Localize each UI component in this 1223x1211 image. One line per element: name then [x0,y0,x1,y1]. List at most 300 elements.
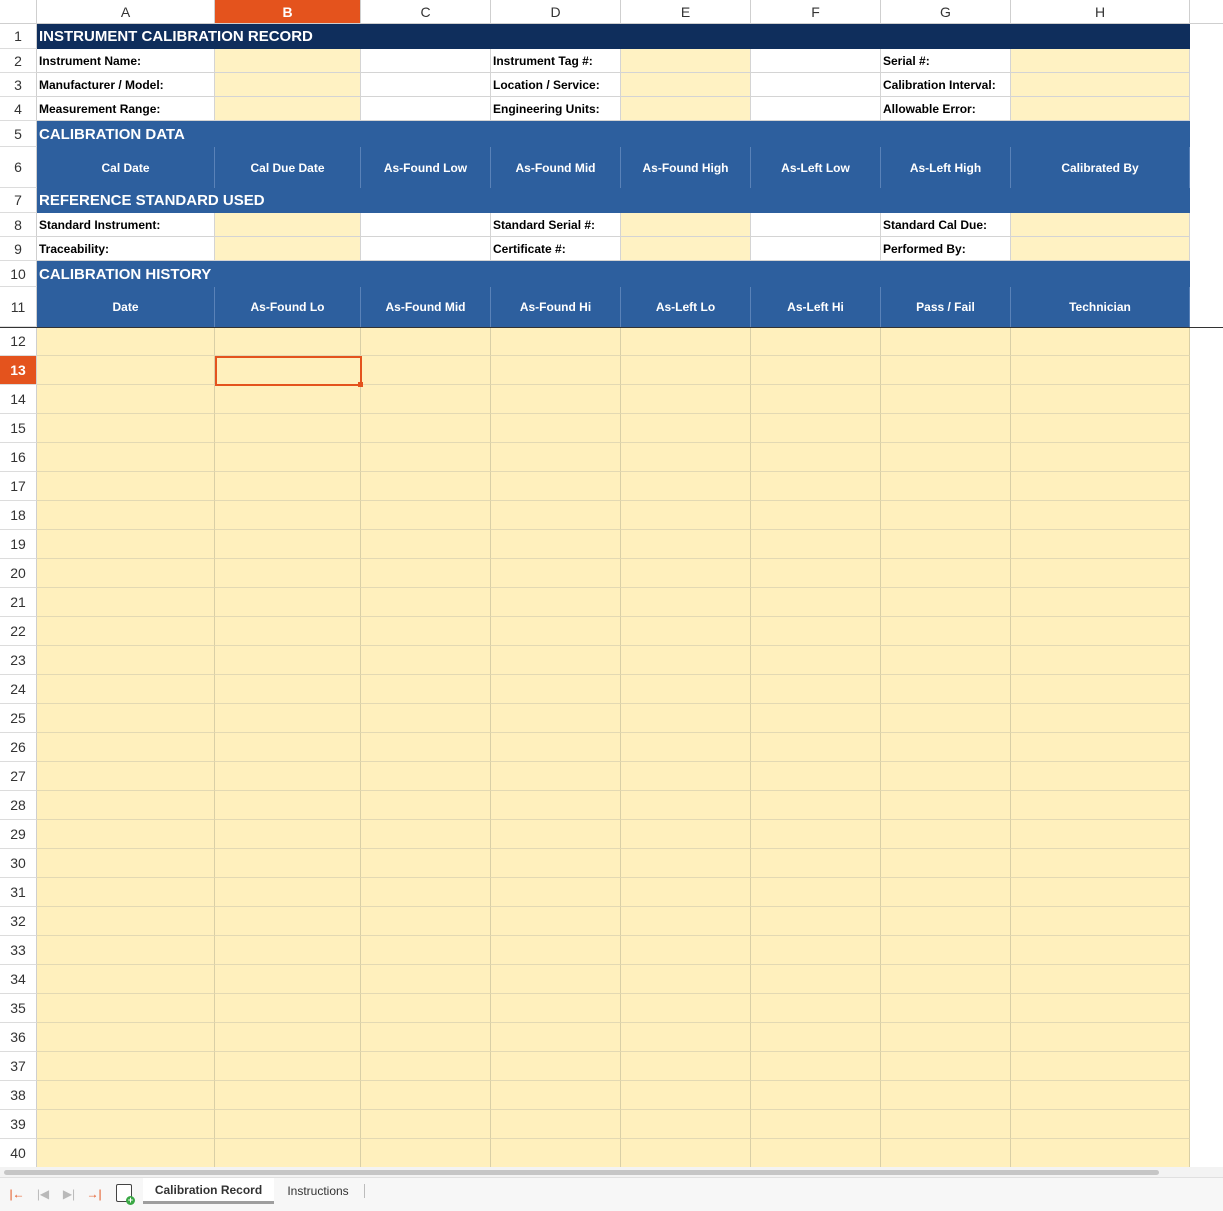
history-data-cell[interactable] [361,356,491,385]
history-data-cell[interactable] [37,501,215,530]
history-data-cell[interactable] [215,994,361,1023]
history-data-cell[interactable] [491,559,621,588]
row-header-33[interactable]: 33 [0,936,37,965]
row-header-26[interactable]: 26 [0,733,37,762]
empty-cell[interactable] [751,213,881,237]
history-data-cell[interactable] [621,704,751,733]
history-data-cell[interactable] [621,327,751,356]
history-data-cell[interactable] [751,965,881,994]
history-data-cell[interactable] [37,646,215,675]
history-data-cell[interactable] [215,675,361,704]
history-data-cell[interactable] [751,530,881,559]
history-data-cell[interactable] [881,704,1011,733]
history-data-cell[interactable] [751,356,881,385]
row-header-15[interactable]: 15 [0,414,37,443]
row-header-9[interactable]: 9 [0,237,37,261]
row-header-4[interactable]: 4 [0,97,37,121]
history-data-cell[interactable] [37,1110,215,1139]
history-data-cell[interactable] [881,1023,1011,1052]
history-data-cell[interactable] [491,936,621,965]
field-input[interactable] [215,237,361,261]
history-data-cell[interactable] [215,385,361,414]
history-data-cell[interactable] [881,588,1011,617]
history-data-cell[interactable] [751,733,881,762]
tab-instructions[interactable]: Instructions [287,1184,349,1198]
history-data-cell[interactable] [37,907,215,936]
row-header-16[interactable]: 16 [0,443,37,472]
column-header-b[interactable]: B [215,0,361,24]
scrollbar-thumb[interactable] [4,1170,1159,1175]
field-input[interactable] [1011,237,1190,261]
history-data-cell[interactable] [621,1110,751,1139]
history-data-cell[interactable] [361,733,491,762]
history-data-cell[interactable] [1011,849,1190,878]
history-data-cell[interactable] [881,356,1011,385]
history-data-cell[interactable] [751,559,881,588]
history-data-cell[interactable] [215,849,361,878]
history-data-cell[interactable] [881,1081,1011,1110]
history-data-cell[interactable] [881,327,1011,356]
column-header-e[interactable]: E [621,0,751,24]
history-data-cell[interactable] [37,965,215,994]
history-data-cell[interactable] [621,646,751,675]
history-data-cell[interactable] [621,878,751,907]
history-data-cell[interactable] [37,733,215,762]
history-data-cell[interactable] [621,965,751,994]
history-data-cell[interactable] [37,704,215,733]
history-data-cell[interactable] [1011,414,1190,443]
history-data-cell[interactable] [215,1081,361,1110]
empty-cell[interactable] [751,73,881,97]
history-data-cell[interactable] [751,646,881,675]
row-header-11[interactable]: 11 [0,287,37,327]
row-header-36[interactable]: 36 [0,1023,37,1052]
history-data-cell[interactable] [621,588,751,617]
history-data-cell[interactable] [491,1081,621,1110]
history-data-cell[interactable] [215,617,361,646]
history-data-cell[interactable] [37,994,215,1023]
history-data-cell[interactable] [1011,356,1190,385]
history-data-cell[interactable] [1011,791,1190,820]
history-data-cell[interactable] [1011,936,1190,965]
history-data-cell[interactable] [621,414,751,443]
history-data-cell[interactable] [361,675,491,704]
fill-handle[interactable] [358,382,363,387]
history-data-cell[interactable] [881,1139,1011,1167]
column-header-h[interactable]: H [1011,0,1190,24]
history-data-cell[interactable] [1011,1110,1190,1139]
history-data-cell[interactable] [491,385,621,414]
history-data-cell[interactable] [361,1081,491,1110]
history-data-cell[interactable] [621,762,751,791]
previous-sheet-icon[interactable]: |◀ [36,1187,50,1201]
history-data-cell[interactable] [37,878,215,907]
history-data-cell[interactable] [491,617,621,646]
history-data-cell[interactable] [621,559,751,588]
history-data-cell[interactable] [751,675,881,704]
field-input[interactable] [1011,49,1190,73]
history-data-cell[interactable] [881,1110,1011,1139]
row-header-19[interactable]: 19 [0,530,37,559]
history-data-cell[interactable] [881,820,1011,849]
history-data-cell[interactable] [751,704,881,733]
history-data-cell[interactable] [1011,762,1190,791]
row-header-7[interactable]: 7 [0,188,37,213]
history-data-cell[interactable] [621,530,751,559]
empty-cell[interactable] [361,97,491,121]
history-data-cell[interactable] [491,588,621,617]
history-data-cell[interactable] [881,617,1011,646]
history-data-cell[interactable] [361,588,491,617]
history-data-cell[interactable] [751,501,881,530]
history-data-cell[interactable] [1011,588,1190,617]
history-data-cell[interactable] [37,1139,215,1167]
history-data-cell[interactable] [37,1052,215,1081]
history-data-cell[interactable] [361,327,491,356]
history-data-cell[interactable] [361,936,491,965]
history-data-cell[interactable] [361,1139,491,1167]
history-data-cell[interactable] [881,965,1011,994]
history-data-cell[interactable] [215,501,361,530]
history-data-cell[interactable] [361,820,491,849]
history-data-cell[interactable] [361,849,491,878]
history-data-cell[interactable] [361,559,491,588]
history-data-cell[interactable] [37,820,215,849]
history-data-cell[interactable] [361,646,491,675]
field-input[interactable] [621,213,751,237]
history-data-cell[interactable] [215,414,361,443]
history-data-cell[interactable] [621,385,751,414]
row-header-35[interactable]: 35 [0,994,37,1023]
history-data-cell[interactable] [361,530,491,559]
history-data-cell[interactable] [751,1052,881,1081]
row-header-5[interactable]: 5 [0,121,37,147]
history-data-cell[interactable] [1011,878,1190,907]
history-data-cell[interactable] [621,1139,751,1167]
history-data-cell[interactable] [881,646,1011,675]
history-data-cell[interactable] [621,501,751,530]
history-data-cell[interactable] [361,878,491,907]
field-input[interactable] [621,49,751,73]
history-data-cell[interactable] [491,675,621,704]
history-data-cell[interactable] [621,617,751,646]
history-data-cell[interactable] [1011,965,1190,994]
row-header-32[interactable]: 32 [0,907,37,936]
history-data-cell[interactable] [491,791,621,820]
history-data-cell[interactable] [361,472,491,501]
history-data-cell[interactable] [621,1023,751,1052]
row-header-29[interactable]: 29 [0,820,37,849]
history-data-cell[interactable] [361,965,491,994]
history-data-cell[interactable] [37,385,215,414]
field-input[interactable] [215,73,361,97]
history-data-cell[interactable] [215,1139,361,1167]
history-data-cell[interactable] [1011,733,1190,762]
history-data-cell[interactable] [37,791,215,820]
history-data-cell[interactable] [361,414,491,443]
history-data-cell[interactable] [751,1139,881,1167]
history-data-cell[interactable] [881,414,1011,443]
history-data-cell[interactable] [1011,1081,1190,1110]
history-data-cell[interactable] [491,820,621,849]
history-data-cell[interactable] [751,849,881,878]
history-data-cell[interactable] [621,936,751,965]
history-data-cell[interactable] [751,327,881,356]
history-data-cell[interactable] [215,588,361,617]
history-data-cell[interactable] [621,1081,751,1110]
history-data-cell[interactable] [881,762,1011,791]
empty-cell[interactable] [361,73,491,97]
row-header-23[interactable]: 23 [0,646,37,675]
history-data-cell[interactable] [37,559,215,588]
history-data-cell[interactable] [751,472,881,501]
history-data-cell[interactable] [1011,1023,1190,1052]
row-header-14[interactable]: 14 [0,385,37,414]
history-data-cell[interactable] [37,936,215,965]
history-data-cell[interactable] [1011,907,1190,936]
history-data-cell[interactable] [1011,501,1190,530]
field-input[interactable] [621,237,751,261]
history-data-cell[interactable] [751,617,881,646]
history-data-cell[interactable] [881,443,1011,472]
history-data-cell[interactable] [491,907,621,936]
history-data-cell[interactable] [215,762,361,791]
row-header-22[interactable]: 22 [0,617,37,646]
field-input[interactable] [1011,73,1190,97]
row-header-27[interactable]: 27 [0,762,37,791]
history-data-cell[interactable] [491,733,621,762]
row-header-8[interactable]: 8 [0,213,37,237]
row-header-12[interactable]: 12 [0,327,37,356]
history-data-cell[interactable] [491,1139,621,1167]
history-data-cell[interactable] [751,878,881,907]
history-data-cell[interactable] [881,385,1011,414]
history-data-cell[interactable] [751,762,881,791]
history-data-cell[interactable] [751,907,881,936]
history-data-cell[interactable] [881,907,1011,936]
history-data-cell[interactable] [1011,443,1190,472]
history-data-cell[interactable] [215,443,361,472]
empty-cell[interactable] [361,237,491,261]
history-data-cell[interactable] [881,530,1011,559]
history-data-cell[interactable] [37,1023,215,1052]
history-data-cell[interactable] [37,327,215,356]
history-data-cell[interactable] [37,356,215,385]
history-data-cell[interactable] [491,704,621,733]
history-data-cell[interactable] [361,994,491,1023]
row-header-21[interactable]: 21 [0,588,37,617]
history-data-cell[interactable] [491,762,621,791]
row-header-17[interactable]: 17 [0,472,37,501]
history-data-cell[interactable] [881,472,1011,501]
history-data-cell[interactable] [361,501,491,530]
history-data-cell[interactable] [37,443,215,472]
history-data-cell[interactable] [215,820,361,849]
history-data-cell[interactable] [491,530,621,559]
column-header-d[interactable]: D [491,0,621,24]
row-header-13[interactable]: 13 [0,356,37,385]
history-data-cell[interactable] [361,1052,491,1081]
row-header-28[interactable]: 28 [0,791,37,820]
history-data-cell[interactable] [361,762,491,791]
history-data-cell[interactable] [37,530,215,559]
row-header-10[interactable]: 10 [0,261,37,287]
history-data-cell[interactable] [491,1110,621,1139]
row-header-20[interactable]: 20 [0,559,37,588]
add-sheet-icon[interactable]: + [116,1184,132,1202]
history-data-cell[interactable] [491,356,621,385]
history-data-cell[interactable] [621,994,751,1023]
history-data-cell[interactable] [881,733,1011,762]
column-header-f[interactable]: F [751,0,881,24]
history-data-cell[interactable] [751,820,881,849]
field-input[interactable] [215,213,361,237]
row-header-1[interactable]: 1 [0,24,37,49]
history-data-cell[interactable] [361,443,491,472]
last-sheet-icon[interactable]: →| [86,1187,102,1201]
select-all-corner[interactable] [0,0,37,24]
row-header-3[interactable]: 3 [0,73,37,97]
history-data-cell[interactable] [1011,472,1190,501]
history-data-cell[interactable] [751,1081,881,1110]
history-data-cell[interactable] [37,675,215,704]
empty-cell[interactable] [751,97,881,121]
history-data-cell[interactable] [215,530,361,559]
history-data-cell[interactable] [215,472,361,501]
history-data-cell[interactable] [491,414,621,443]
row-header-18[interactable]: 18 [0,501,37,530]
history-data-cell[interactable] [621,443,751,472]
history-data-cell[interactable] [751,414,881,443]
history-data-cell[interactable] [881,675,1011,704]
history-data-cell[interactable] [751,1110,881,1139]
history-data-cell[interactable] [215,907,361,936]
history-data-cell[interactable] [1011,675,1190,704]
empty-cell[interactable] [751,49,881,73]
field-input[interactable] [1011,213,1190,237]
history-data-cell[interactable] [621,791,751,820]
history-data-cell[interactable] [491,849,621,878]
horizontal-scrollbar[interactable] [0,1167,1223,1177]
next-sheet-icon[interactable]: ▶| [62,1187,76,1201]
history-data-cell[interactable] [215,1052,361,1081]
history-data-cell[interactable] [491,994,621,1023]
history-data-cell[interactable] [215,733,361,762]
history-data-cell[interactable] [215,936,361,965]
history-data-cell[interactable] [1011,617,1190,646]
column-header-c[interactable]: C [361,0,491,24]
history-data-cell[interactable] [881,994,1011,1023]
history-data-cell[interactable] [881,559,1011,588]
row-header-38[interactable]: 38 [0,1081,37,1110]
history-data-cell[interactable] [491,878,621,907]
history-data-cell[interactable] [621,733,751,762]
history-data-cell[interactable] [881,791,1011,820]
history-data-cell[interactable] [361,704,491,733]
history-data-cell[interactable] [491,1052,621,1081]
history-data-cell[interactable] [751,443,881,472]
history-data-cell[interactable] [621,472,751,501]
column-header-a[interactable]: A [37,0,215,24]
tab-calibration-record[interactable]: Calibration Record [143,1178,274,1204]
field-input[interactable] [621,97,751,121]
history-data-cell[interactable] [621,820,751,849]
row-header-31[interactable]: 31 [0,878,37,907]
history-data-cell[interactable] [1011,994,1190,1023]
history-data-cell[interactable] [1011,646,1190,675]
history-data-cell[interactable] [751,385,881,414]
field-input[interactable] [215,97,361,121]
history-data-cell[interactable] [361,1023,491,1052]
history-data-cell[interactable] [881,878,1011,907]
history-data-cell[interactable] [37,762,215,791]
history-data-cell[interactable] [751,994,881,1023]
history-data-cell[interactable] [37,472,215,501]
history-data-cell[interactable] [215,791,361,820]
row-header-24[interactable]: 24 [0,675,37,704]
history-data-cell[interactable] [881,1052,1011,1081]
first-sheet-icon[interactable]: |← [9,1187,25,1201]
history-data-cell[interactable] [1011,327,1190,356]
history-data-cell[interactable] [881,936,1011,965]
history-data-cell[interactable] [361,385,491,414]
history-data-cell[interactable] [1011,1139,1190,1167]
history-data-cell[interactable] [37,588,215,617]
history-data-cell[interactable] [215,878,361,907]
history-data-cell[interactable] [215,704,361,733]
field-input[interactable] [621,73,751,97]
history-data-cell[interactable] [215,559,361,588]
history-data-cell[interactable] [491,472,621,501]
history-data-cell[interactable] [881,849,1011,878]
history-data-cell[interactable] [1011,559,1190,588]
history-data-cell[interactable] [215,646,361,675]
history-data-cell[interactable] [621,675,751,704]
history-data-cell[interactable] [1011,820,1190,849]
history-data-cell[interactable] [361,791,491,820]
history-data-cell[interactable] [37,617,215,646]
row-header-2[interactable]: 2 [0,49,37,73]
history-data-cell[interactable] [491,501,621,530]
history-data-cell[interactable] [491,646,621,675]
row-header-34[interactable]: 34 [0,965,37,994]
history-data-cell[interactable] [621,849,751,878]
empty-cell[interactable] [361,213,491,237]
history-data-cell[interactable] [751,1023,881,1052]
history-data-cell[interactable] [37,849,215,878]
row-header-25[interactable]: 25 [0,704,37,733]
history-data-cell[interactable] [361,1110,491,1139]
row-header-6[interactable]: 6 [0,147,37,188]
history-data-cell[interactable] [491,327,621,356]
history-data-cell[interactable] [751,791,881,820]
history-data-cell[interactable] [1011,530,1190,559]
history-data-cell[interactable] [215,1110,361,1139]
history-data-cell[interactable] [751,936,881,965]
history-data-cell[interactable] [361,907,491,936]
history-data-cell[interactable] [215,965,361,994]
history-data-cell[interactable] [1011,704,1190,733]
history-data-cell[interactable] [621,356,751,385]
column-header-g[interactable]: G [881,0,1011,24]
history-data-cell[interactable] [621,1052,751,1081]
history-data-cell[interactable] [37,1081,215,1110]
history-data-cell[interactable] [751,588,881,617]
row-header-37[interactable]: 37 [0,1052,37,1081]
history-data-cell[interactable] [881,501,1011,530]
cell-cursor-b13[interactable] [215,356,362,386]
row-header-39[interactable]: 39 [0,1110,37,1139]
